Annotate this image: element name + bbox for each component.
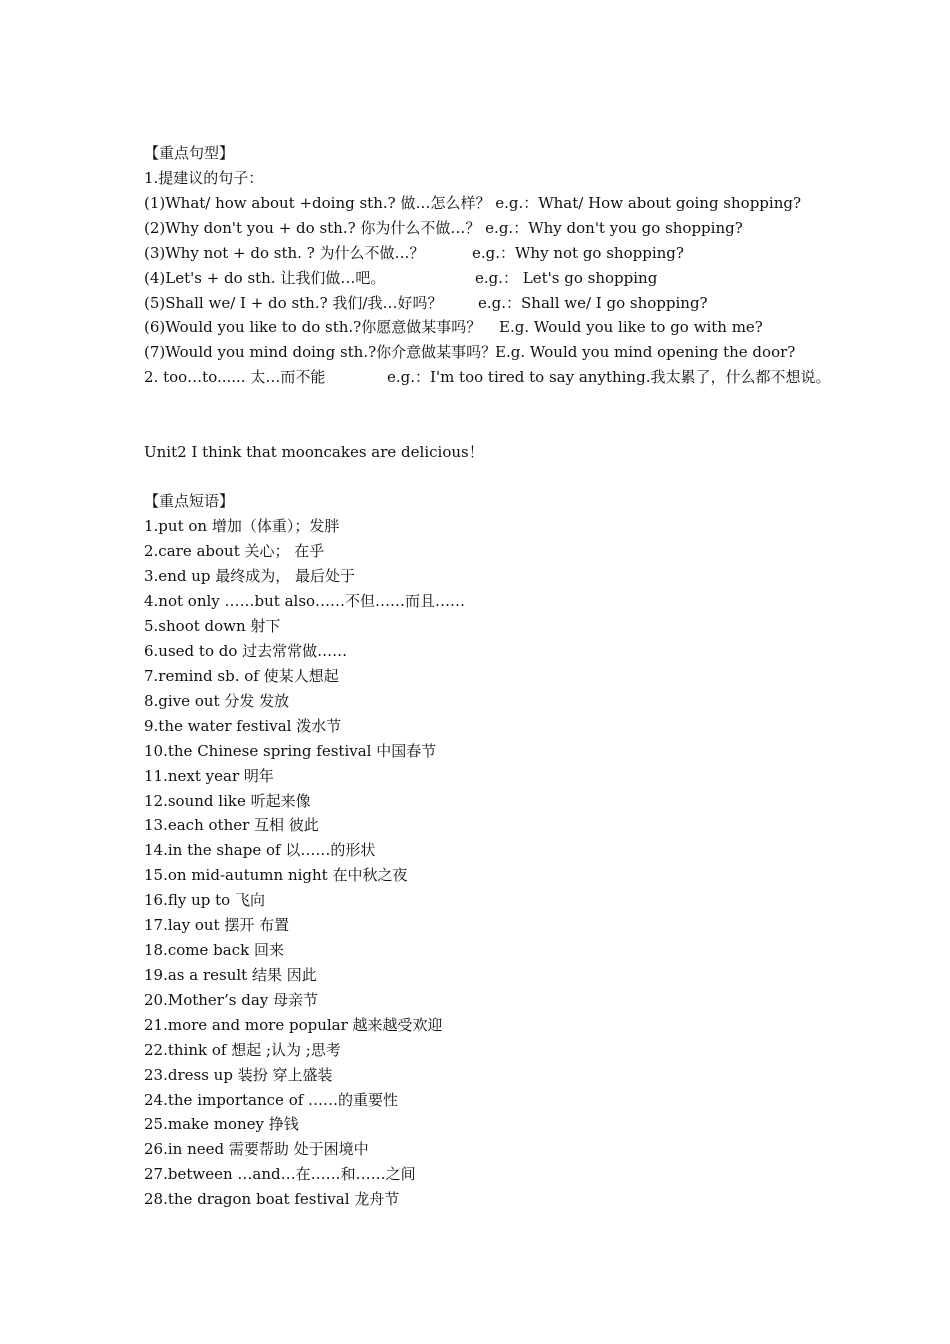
phrase-item: 5.shoot down 射下 <box>144 617 281 635</box>
sentence-patterns-heading: 【重点句型】 <box>144 144 235 162</box>
phrase-item: 13.each other 互相 彼此 <box>144 816 319 834</box>
phrase-item: 6.used to do 过去常常做…… <box>144 642 348 660</box>
pattern-line: (2)Why don't you + do sth.? 你为什么不做…？ e.g.：Why don't you go shopping? <box>144 219 743 237</box>
phrase-item: 14.in the shape of 以……的形状 <box>144 841 376 859</box>
phrase-item: 28.the dragon boat festival 龙舟节 <box>144 1190 400 1208</box>
pattern-example: E.g. Would you mind opening the door? <box>495 343 796 361</box>
phrase-item: 26.in need 需要帮助 处于困境中 <box>144 1140 369 1158</box>
phrase-item: 19.as a result 结果 因此 <box>144 966 317 984</box>
phrase-item: 27.between …and…在……和……之间 <box>144 1165 416 1183</box>
phrase-item: 17.lay out 摆开 布置 <box>144 916 290 934</box>
phrase-item: 7.remind sb. of 使某人想起 <box>144 667 339 685</box>
phrase-item: 1.put on 增加（体重）；发胖 <box>144 517 340 535</box>
phrase-item: 25.make money 挣钱 <box>144 1115 299 1133</box>
phrase-item: 10.the Chinese spring festival 中国春节 <box>144 742 437 760</box>
pattern-example: E.g. Would you like to go with me? <box>499 318 763 336</box>
unit-title: Unit2 I think that mooncakes are delicious！ <box>144 443 484 461</box>
phrase-item: 23.dress up 装扮 穿上盛装 <box>144 1066 333 1084</box>
phrase-item: 21.more and more popular 越来越受欢迎 <box>144 1016 443 1034</box>
suggestion-sentences-intro: 1.提建议的句子： <box>144 169 264 187</box>
phrase-item: 11.next year 明年 <box>144 767 274 785</box>
too-to-example: e.g.：I'm too tired to say anything.我太累了，什么都不想说。 <box>387 368 831 386</box>
phrase-item: 18.come back 回来 <box>144 941 284 959</box>
phrase-item: 20.Mother’s day 母亲节 <box>144 991 319 1009</box>
phrase-item: 9.the water festival 泼水节 <box>144 717 342 735</box>
pattern-text: (5)Shall we/ I + do sth.? 我们/我…好吗？ <box>144 294 443 312</box>
pattern-line: (1)What/ how about +doing sth.? 做…怎么样？ e.g.：What/ How about going shopping? <box>144 194 802 212</box>
phrase-item: 3.end up 最终成为， 最后处于 <box>144 567 356 585</box>
key-phrases-heading: 【重点短语】 <box>144 492 235 510</box>
phrase-item: 12.sound like 听起来像 <box>144 792 311 810</box>
pattern-example: e.g.：Why not go shopping? <box>472 244 684 262</box>
pattern-example: e.g.： Let's go shopping <box>475 269 658 287</box>
phrase-item: 4.not only ……but also……不但……而且…… <box>144 592 466 610</box>
pattern-text: (7)Would you mind doing sth.?你介意做某事吗？ <box>144 343 497 361</box>
phrase-item: 24.the importance of ……的重要性 <box>144 1091 399 1109</box>
phrase-item: 22.think of 想起 ;认为 ;思考 <box>144 1041 341 1059</box>
phrase-item: 15.on mid-autumn night 在中秋之夜 <box>144 866 408 884</box>
phrase-item: 8.give out 分发 发放 <box>144 692 290 710</box>
pattern-text: (6)Would you like to do sth.?你愿意做某事吗？ <box>144 318 482 336</box>
pattern-text: (3)Why not + do sth. ? 为什么不做…？ <box>144 244 425 262</box>
phrase-item: 2.care about 关心； 在乎 <box>144 542 325 560</box>
too-to-text: 2. too…to...... 太…而不能 <box>144 368 326 386</box>
pattern-example: e.g.：Shall we/ I go shopping? <box>478 294 708 312</box>
phrase-item: 16.fly up to 飞向 <box>144 891 265 909</box>
pattern-text: (4)Let's + do sth. 让我们做…吧。 <box>144 269 386 287</box>
